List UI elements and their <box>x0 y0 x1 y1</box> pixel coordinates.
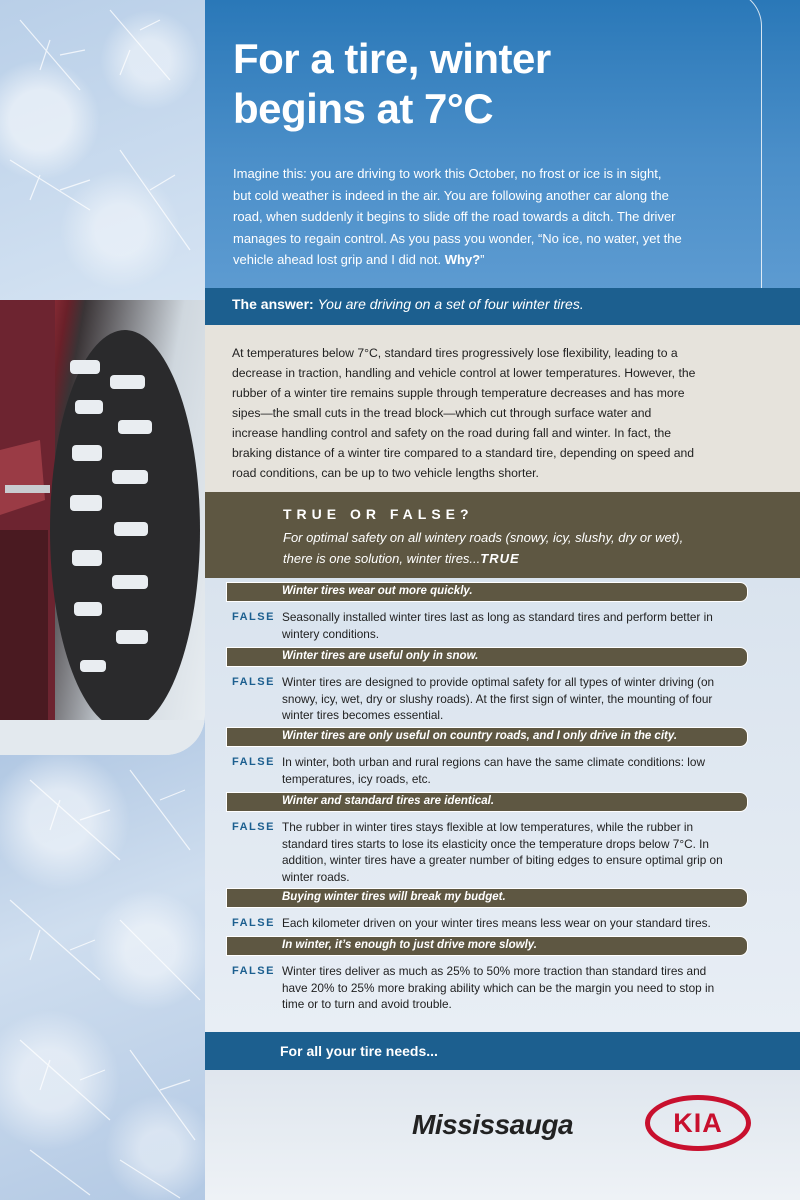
myth-text: Winter tires are only useful on country roads, and I only drive in the city. <box>282 730 678 742</box>
intro-why: Why? <box>444 252 481 267</box>
answer-text: Seasonally installed winter tires last as long as standard tires and perform better in wintery conditions. <box>282 610 713 641</box>
true-false-lead <box>283 527 713 569</box>
verdict-label: FALSE <box>232 821 275 833</box>
answer-text: In winter, both urban and rural regions can have the same climate conditions: low temperatures, icy roads, etc. <box>282 755 705 786</box>
answer-text: Winter tires deliver as much as 25% to 50% more traction than standard tires and have 20% to 25% more braking ability which can be the margin you need to stop in time or to turn and avoid trouble. <box>282 964 715 1011</box>
footer-text: For all your tire needs... <box>280 1043 438 1059</box>
true-false-lead-verdict: TRUE <box>480 551 520 566</box>
tire-photo <box>0 300 205 755</box>
answer-text: You are driving on a set of four winter tires. <box>317 296 584 312</box>
myth-text: Buying winter tires will break my budget. <box>282 891 506 903</box>
myth-text: Winter and standard tires are identical. <box>282 795 495 807</box>
verdict-label: FALSE <box>232 917 275 929</box>
verdict-label: FALSE <box>232 965 275 977</box>
myth-bar <box>226 888 748 908</box>
answer-text: The rubber in winter tires stays flexible at low temperatures, while the rubber in standard tires starts to lose its elasticity once the temperature drops below 7°C. In addition, winter tires have a greater number of biting edges to ensure optimal grip on winter roads. <box>282 820 723 884</box>
headline <box>233 34 753 134</box>
kia-logo <box>645 1095 751 1151</box>
intro-text: Imagine this: you are driving to work this October, no frost or ice is in sight, but cold weather is indeed in the air. You are following another car along the road, when suddenly it begins to slide off the road towards a ditch. The driver manages to regain control. As you pass you wonder, “No ice, no water, yet the vehicle ahead lost grip and I did not. <box>233 166 682 267</box>
intro-end: ” <box>480 252 485 267</box>
answer-text: Each kilometer driven on your winter tires means less wear on your standard tires. <box>282 916 711 930</box>
true-false-lead-text: For optimal safety on all wintery roads (snowy, icy, slushy, dry or wet), there is one solution, winter tires... <box>283 530 684 566</box>
myth-bar <box>226 582 748 602</box>
myth-text: Winter tires are useful only in snow. <box>282 650 479 662</box>
answer-label: The answer: <box>232 296 314 312</box>
verdict-label: FALSE <box>232 756 275 768</box>
myth-text: In winter, it’s enough to just drive more slowly. <box>282 939 537 951</box>
body-paragraph: At temperatures below 7°C, standard tires progressively lose flexibility, leading to a decrease in traction, handling and vehicle control at lower temperatures. However, the rubber of a winter tire remains supple through temperature decreases and has more sipes—the small cuts in the tread block—which cut through surface water and increase handling control and safety on the road during fall and winter. In fact, the braking distance of a winter tire compared to a standard tire, depending on speed and road conditions, can be up to two vehicle lengths shorter. <box>232 346 696 480</box>
myth-bar <box>226 727 748 747</box>
true-false-title: TRUE OR FALSE? <box>283 506 474 522</box>
myth-text: Winter tires wear out more quickly. <box>282 585 473 597</box>
answer-text: Winter tires are designed to provide optimal safety for all types of winter driving (on snowy, icy, wet, dry or slushy roads). At the first sign of winter, the mounting of four winter tires becomes essential. <box>282 675 715 722</box>
intro-paragraph <box>233 163 683 271</box>
myth-bar <box>226 647 748 667</box>
dealer-name: Mississauga <box>412 1109 574 1140</box>
kia-logo-text: KIA <box>673 1107 723 1138</box>
headline-line-1: For a tire, winter <box>233 35 551 82</box>
myth-bar <box>226 936 748 956</box>
tire-illustration <box>0 300 205 755</box>
verdict-label: FALSE <box>232 676 275 688</box>
verdict-label: FALSE <box>232 611 275 623</box>
headline-line-2: begins at 7°C <box>233 85 494 132</box>
answer-line <box>232 296 584 312</box>
myth-bar <box>226 792 748 812</box>
